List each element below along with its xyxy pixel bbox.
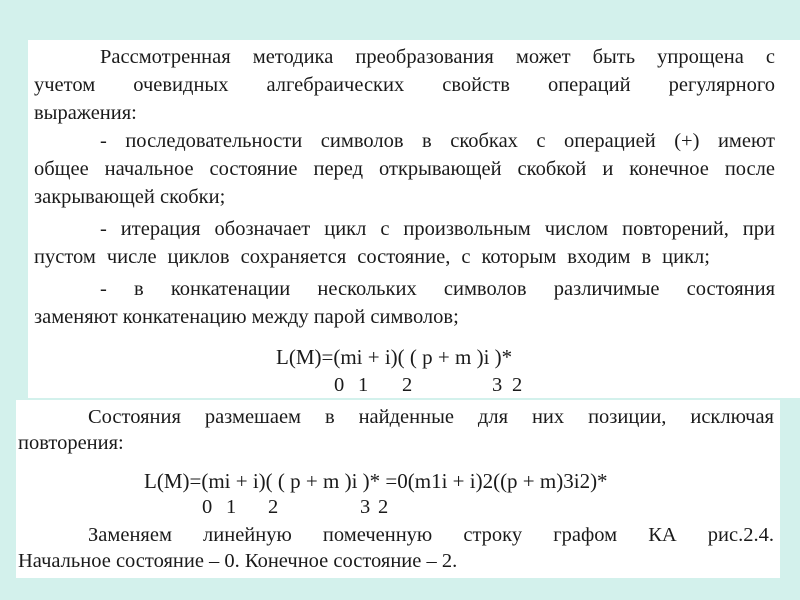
paragraph-line: Начальное состояние – 0. Конечное состояние – 2. (18, 550, 458, 572)
state-index: 1 (358, 374, 369, 396)
state-index: 3 (360, 496, 371, 518)
state-index: 2 (512, 374, 523, 396)
document-page-top (28, 40, 800, 398)
list-item-line: общее начальное состояние перед открывающей скобкой и конечное после (34, 158, 775, 180)
list-item-line: - итерация обозначает цикл с произвольным числом повторений, при (100, 218, 775, 240)
list-item-line: - в конкатенации нескольких символов различимые состояния (100, 278, 775, 300)
state-index: 2 (268, 496, 279, 518)
paragraph-line: учетом очевидных алгебраических свойств операций регулярного (34, 74, 775, 96)
paragraph-line: повторения: (18, 432, 124, 454)
paragraph-line: Состояния размешаем в найденные для них позиции, исключая (88, 406, 774, 428)
document-page-bottom (16, 400, 780, 578)
formula: L(M)=(mi + i)( ( p + m )i )* (276, 345, 513, 369)
paragraph-line: Заменяем линейную помеченную строку графом КА рис.2.4. (88, 524, 774, 546)
state-index: 3 (492, 374, 503, 396)
formula: L(M)=(mi + i)( ( p + m )i )* =0(m1i + i)2((p + m)3i2)* (144, 469, 608, 493)
state-index: 2 (378, 496, 389, 518)
list-item-line: заменяют конкатенацию между парой символов; (34, 306, 459, 328)
list-item-line: закрывающей скобки; (34, 186, 226, 208)
paragraph-line: выражения: (34, 102, 137, 124)
list-item-line: - последовательности символов в скобках с операцией (+) имеют (100, 130, 775, 152)
paragraph-line: Рассмотренная методика преобразования может быть упрощена с (100, 46, 775, 68)
state-index: 0 (202, 496, 213, 518)
list-item-line: пустом числе циклов сохраняется состояние, с которым входим в цикл; (34, 246, 710, 268)
state-index: 2 (402, 374, 413, 396)
state-index: 1 (226, 496, 237, 518)
state-index: 0 (334, 374, 345, 396)
